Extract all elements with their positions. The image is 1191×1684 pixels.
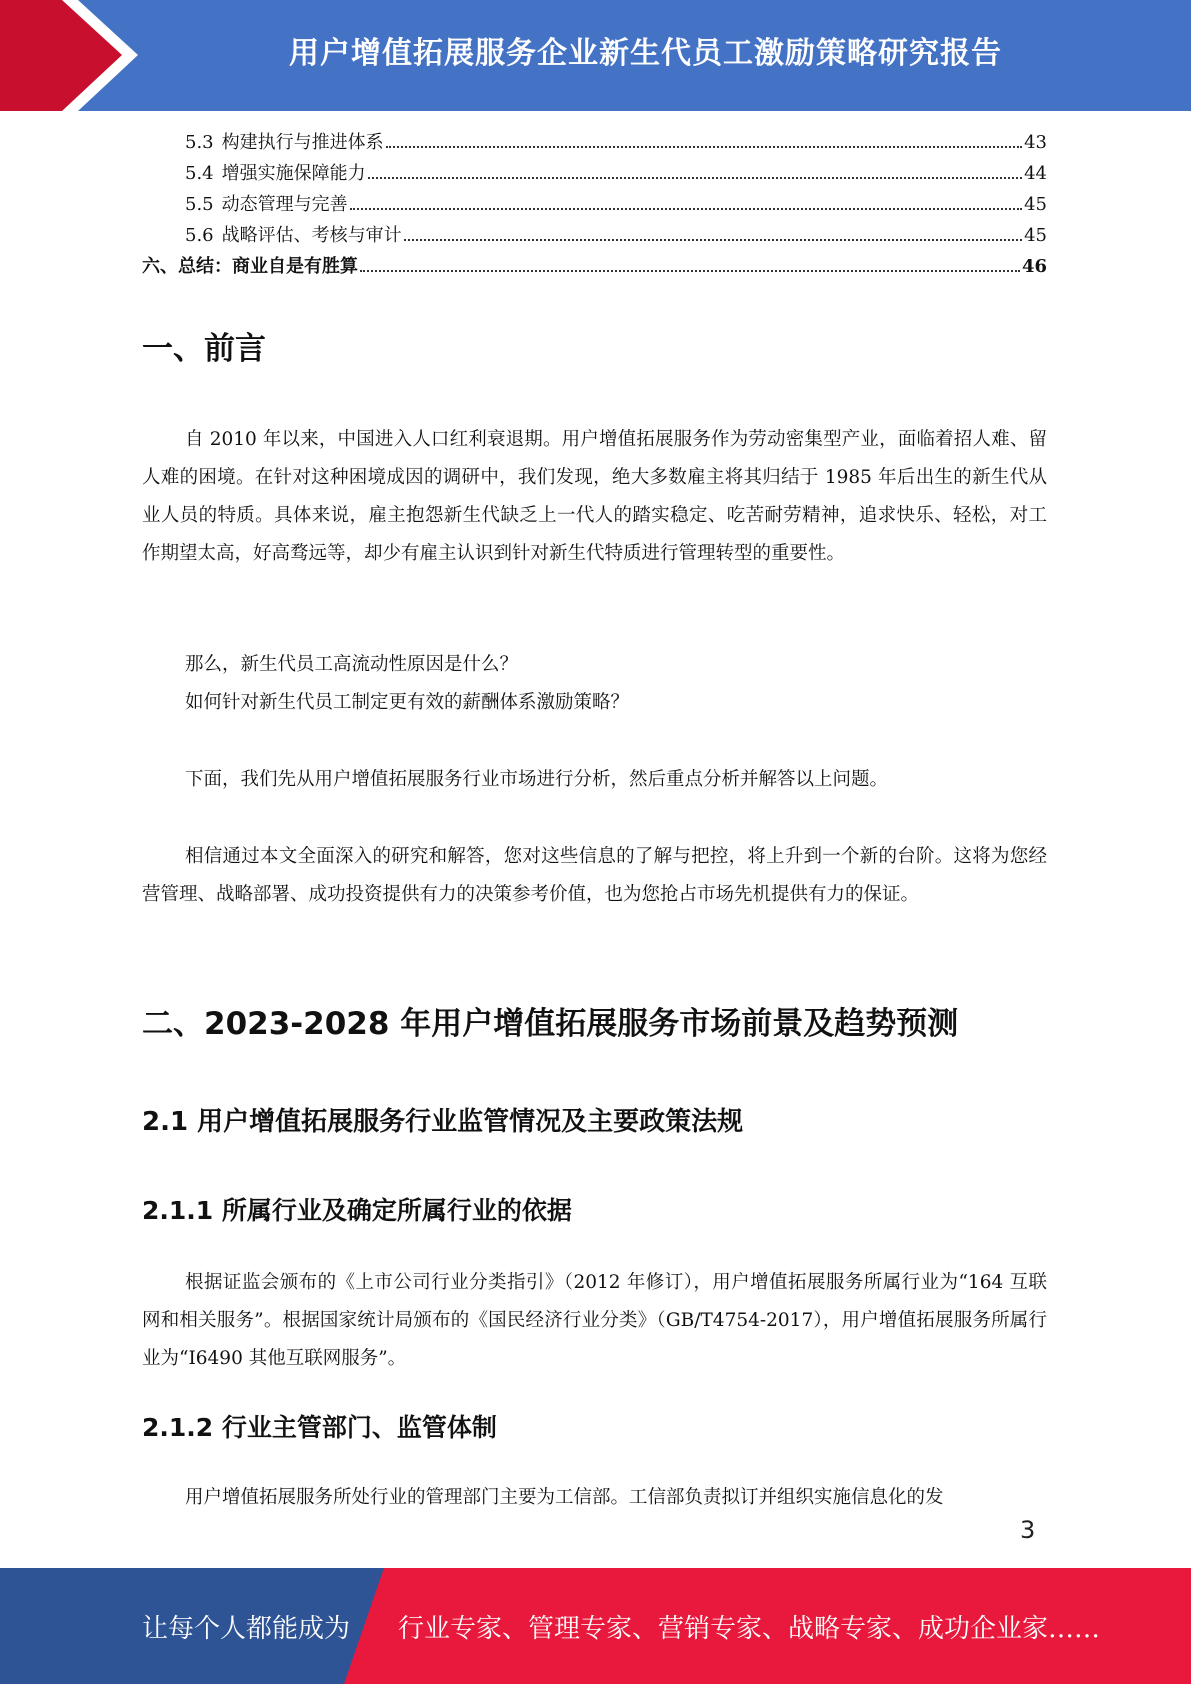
page-footer <box>0 1568 1191 1684</box>
toc-entry-page: 44 <box>1024 163 1047 184</box>
toc-entry-main[interactable] <box>142 252 1047 282</box>
page-header <box>0 0 1191 111</box>
toc-leader-dots <box>386 146 1022 148</box>
toc-entry-page: 43 <box>1024 132 1047 153</box>
footer-slogan-left: 让每个人都能成为 <box>142 1613 351 1644</box>
toc-entry-label: 增强实施保障能力 <box>221 163 366 184</box>
section-heading-market-outlook: 二、2023-2028 年用户增值拓展服务市场前景及趋势预测 <box>142 1006 959 1042</box>
preface-question-1: 那么，新生代员工高流动性原因是什么？ <box>185 654 519 675</box>
preface-paragraph-3: 相信通过本文全面深入的研究和解答，您对这些信息的了解与把控，将上升到一个新的台阶。这将为您经营管理、战略部署、成功投资提供有力的决策参考价值，也为您抢占市场先机提供有力的保证。 <box>142 846 1047 905</box>
toc-entry-number: 5.3 <box>185 132 214 153</box>
toc-leader-dots <box>404 239 1022 241</box>
toc-entry-page: 45 <box>1024 194 1047 215</box>
section-heading-preface: 一、前言 <box>142 331 266 367</box>
toc-entry[interactable] <box>142 159 1047 189</box>
toc-entry-label: 动态管理与完善 <box>221 194 348 215</box>
toc-entry-page: 46 <box>1021 256 1047 277</box>
subsection-heading-2-1: 2.1 用户增值拓展服务行业监管情况及主要政策法规 <box>142 1107 744 1137</box>
toc-leader-dots <box>360 270 1020 272</box>
toc-leader-dots <box>368 177 1022 179</box>
subsection-heading-2-1-2: 2.1.2 行业主管部门、监管体制 <box>142 1413 497 1442</box>
paragraph-2-1-1: 根据证监会颁布的《上市公司行业分类指引》（2012 年修订），用户增值拓展服务所属行业为“164 互联网和相关服务”。根据国家统计局颁布的《国民经济行业分类》（GB/T4754-2017），用户增值拓展服务所属行业为“I6490 其他互联网服务”。 <box>142 1272 1047 1369</box>
preface-paragraph-2: 下面，我们先从用户增值拓展服务行业市场进行分析，然后重点分析并解答以上问题。 <box>185 769 889 790</box>
toc-entry-label: 战略评估、考核与审计 <box>221 225 402 246</box>
toc-entry[interactable] <box>142 221 1047 251</box>
preface-question-2: 如何针对新生代员工制定更有效的薪酬体系激励策略？ <box>185 692 630 713</box>
report-title: 用户增值拓展服务企业新生代员工激励策略研究报告 <box>289 36 1002 71</box>
toc-entry[interactable] <box>142 190 1047 220</box>
toc-entry-label: 构建执行与推进体系 <box>221 132 384 153</box>
preface-paragraph-1: 自 2010 年以来，中国进入人口红利衰退期。用户增值拓展服务作为劳动密集型产业，面临着招人难、留人难的困境。在针对这种困境成因的调研中，我们发现，绝大多数雇主将其归结于 1985 年后出生的新生代从业人员的特质。具体来说，雇主抱怨新生代缺乏上一代人的踏实稳定、吃苦耐劳精神，追求快乐、轻松，对工作期望太高，好高骛远等，却少有雇主认识到针对新生代特质进行管理转型的重要性。 <box>142 429 1047 564</box>
toc-entry-number: 5.5 <box>185 194 214 215</box>
toc-entry-label: 六、总结：商业自是有胜算 <box>142 256 358 277</box>
toc-leader-dots <box>350 208 1022 210</box>
toc-entry[interactable] <box>142 128 1047 158</box>
subsection-heading-2-1-1: 2.1.1 所属行业及确定所属行业的依据 <box>142 1196 572 1225</box>
paragraph-2-1-2: 用户增值拓展服务所处行业的管理部门主要为工信部。工信部负责拟订并组织实施信息化的发 <box>185 1487 944 1508</box>
footer-slogan-right: 行业专家、管理专家、营销专家、战略专家、成功企业家…… <box>398 1613 1101 1644</box>
page-number: 3 <box>1020 1516 1036 1544</box>
toc-entry-number: 5.6 <box>185 225 214 246</box>
toc-entry-number: 5.4 <box>185 163 214 184</box>
toc-entry-page: 45 <box>1024 225 1047 246</box>
